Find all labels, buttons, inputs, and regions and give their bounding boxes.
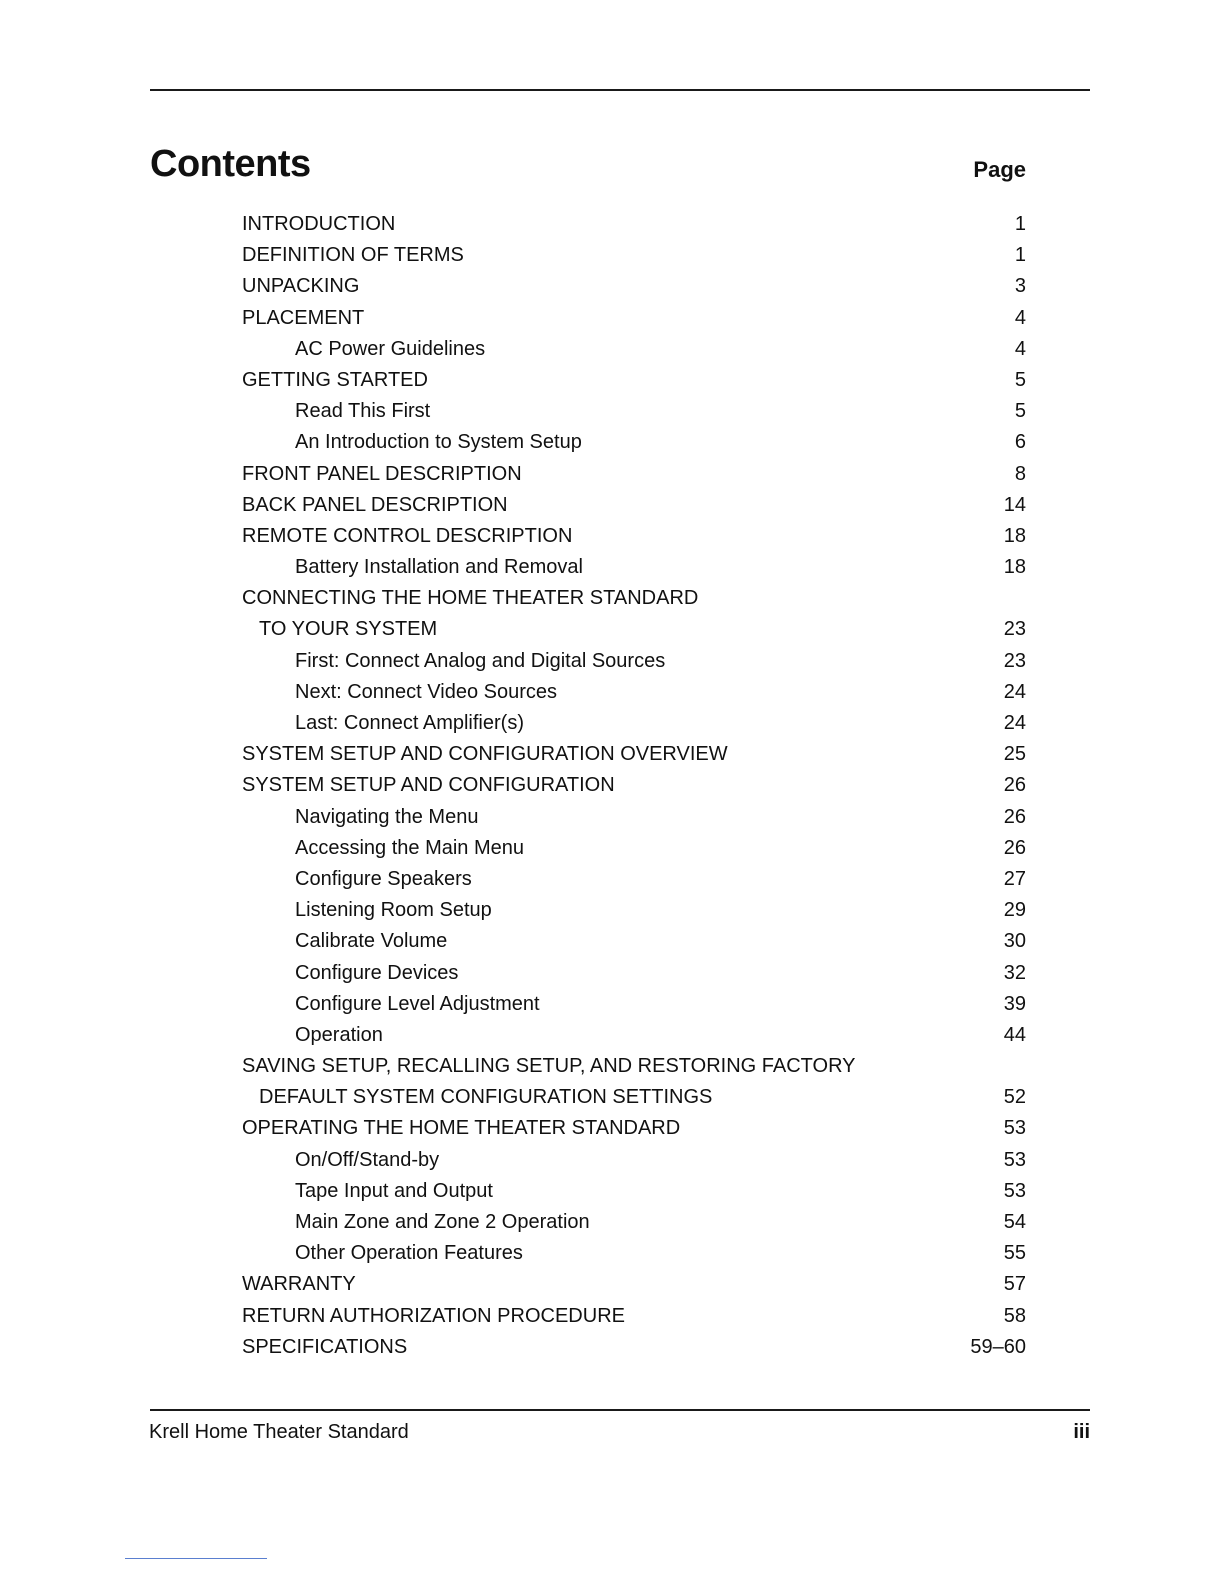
page-title: Contents [150, 143, 311, 185]
toc-entry-page: 6 [1014, 431, 1026, 454]
toc-entry-title: First: Connect Analog and Digital Sources [295, 649, 666, 672]
toc-entry-title: DEFINITION OF TERMS [242, 244, 464, 267]
toc-entry-title: WARRANTY [242, 1273, 356, 1296]
toc-entry-page: 55 [1003, 1242, 1026, 1265]
toc-entry-title: INTRODUCTION [242, 213, 396, 235]
toc-entry-page: 53 [1003, 1148, 1026, 1171]
toc-entry-page: 29 [1003, 899, 1026, 922]
toc-entry-title: Configure Level Adjustment [295, 992, 540, 1015]
toc-entry[interactable] [242, 864, 1026, 895]
toc-entry-page: 44 [1003, 1023, 1026, 1046]
toc-entry-title: Last: Connect Amplifier(s) [295, 712, 524, 734]
toc-entry-title: FRONT PANEL DESCRIPTION [242, 462, 522, 485]
toc-entry-title: GETTING STARTED [242, 368, 428, 391]
toc-entry-title: CONNECTING THE HOME THEATER STANDARD [242, 587, 699, 610]
toc-entry[interactable] [242, 989, 1026, 1020]
toc-entry-page: 27 [1003, 867, 1026, 890]
toc-entry[interactable] [242, 1113, 1026, 1144]
toc-entry-page: 14 [1003, 493, 1026, 516]
toc-entry-page: 18 [1003, 556, 1026, 579]
toc-entry-title: On/Off/Stand-by [295, 1148, 440, 1171]
toc-entry-page: 53 [1003, 1117, 1026, 1140]
toc-entry-title: Accessing the Main Menu [295, 836, 525, 859]
toc-entry[interactable] [242, 396, 1026, 427]
toc-entry-page: 30 [1003, 930, 1026, 953]
toc-entry[interactable] [242, 1051, 1026, 1082]
toc-entry-page: 1 [1014, 244, 1026, 267]
toc-entry-page: 26 [1003, 836, 1026, 859]
toc-entry-title: REMOTE CONTROL DESCRIPTION [242, 524, 573, 547]
toc-entry-page: 24 [1003, 680, 1026, 703]
toc-entry[interactable] [242, 739, 1026, 770]
toc-entry-title: SYSTEM SETUP AND CONFIGURATION [242, 774, 615, 797]
scan-artifact-line [125, 1558, 267, 1559]
toc-entry-page: 8 [1014, 462, 1026, 485]
toc-entry[interactable] [242, 521, 1026, 552]
table-of-contents [242, 209, 1026, 1363]
toc-entry-page: 59–60 [970, 1335, 1026, 1358]
toc-entry-title: Configure Speakers [295, 867, 472, 890]
toc-entry-page: 32 [1003, 961, 1026, 984]
toc-entry-page: 39 [1003, 992, 1026, 1015]
toc-entry-title: Operation [295, 1023, 383, 1046]
toc-entry-title: Other Operation Features [295, 1242, 523, 1265]
toc-entry-page: 23 [1003, 618, 1026, 641]
toc-entry[interactable] [242, 209, 1026, 240]
toc-entry[interactable] [242, 833, 1026, 864]
toc-entry-page: 26 [1003, 774, 1026, 797]
bottom-rule [150, 1409, 1090, 1411]
toc-entry-title: Battery Installation and Removal [295, 556, 583, 579]
toc-entry-title: BACK PANEL DESCRIPTION [242, 493, 508, 516]
toc-entry-page: 5 [1014, 368, 1026, 391]
toc-entry-title: Read This First [295, 400, 431, 423]
toc-entry[interactable] [242, 958, 1026, 989]
toc-entry-page: 3 [1014, 275, 1026, 298]
toc-entry-page: 57 [1003, 1273, 1026, 1296]
toc-entry[interactable] [242, 1238, 1026, 1269]
toc-entry-page: 25 [1003, 743, 1026, 766]
toc-entry[interactable] [242, 490, 1026, 521]
toc-entry-page: 18 [1003, 524, 1026, 547]
toc-entry-title: SAVING SETUP, RECALLING SETUP, AND RESTORING FACTORY [242, 1055, 856, 1078]
toc-entry[interactable] [242, 1269, 1026, 1300]
toc-entry-title: UNPACKING [242, 275, 360, 298]
toc-entry[interactable] [242, 240, 1026, 271]
toc-entry-page: 58 [1003, 1304, 1026, 1327]
toc-entry-title: PLACEMENT [242, 306, 365, 329]
toc-entry[interactable] [242, 1332, 1026, 1363]
toc-entry[interactable] [242, 1082, 1026, 1113]
footer-title: Krell Home Theater Standard [149, 1421, 409, 1443]
toc-entry[interactable] [242, 1020, 1026, 1051]
toc-entry[interactable] [242, 614, 1026, 645]
toc-entry-title: DEFAULT SYSTEM CONFIGURATION SETTINGS [259, 1086, 713, 1109]
toc-entry-page: 23 [1003, 649, 1026, 672]
toc-entry-title: Navigating the Menu [295, 805, 479, 828]
toc-entry-title: TO YOUR SYSTEM [259, 618, 438, 641]
footer-page-number: iii [1073, 1421, 1090, 1443]
toc-entry-title: Main Zone and Zone 2 Operation [295, 1211, 590, 1233]
toc-entry-title: OPERATING THE HOME THEATER STANDARD [242, 1117, 681, 1140]
toc-entry-page: 53 [1003, 1179, 1026, 1202]
top-rule [150, 89, 1090, 91]
toc-entry[interactable] [242, 459, 1026, 490]
toc-entry[interactable] [242, 583, 1026, 614]
page-column-heading: Page [973, 157, 1026, 182]
toc-entry[interactable] [242, 646, 1026, 677]
toc-entry[interactable] [242, 926, 1026, 957]
toc-entry[interactable] [242, 1176, 1026, 1207]
toc-entry[interactable] [242, 1145, 1026, 1176]
toc-entry[interactable] [242, 1207, 1026, 1238]
toc-entry-page: 4 [1014, 337, 1026, 360]
toc-entry-page: 4 [1014, 306, 1026, 329]
toc-entry[interactable] [242, 334, 1026, 365]
toc-entry[interactable] [242, 271, 1026, 302]
toc-entry-title: SYSTEM SETUP AND CONFIGURATION OVERVIEW [242, 743, 728, 766]
toc-entry-page: 5 [1014, 400, 1026, 423]
toc-entry-title: Tape Input and Output [295, 1179, 493, 1202]
toc-entry[interactable] [242, 802, 1026, 833]
toc-entry[interactable] [242, 677, 1026, 708]
toc-entry-page: 54 [1003, 1211, 1026, 1233]
toc-entry-page: 1 [1014, 213, 1026, 235]
toc-entry[interactable] [242, 708, 1026, 739]
toc-entry-title: Listening Room Setup [295, 899, 492, 922]
toc-entry-page: 24 [1003, 712, 1026, 734]
toc-entry-title: Next: Connect Video Sources [295, 680, 558, 703]
toc-entry[interactable] [242, 365, 1026, 396]
toc-entry[interactable] [242, 770, 1026, 801]
toc-entry-title: Calibrate Volume [295, 930, 448, 953]
toc-entry-title: An Introduction to System Setup [295, 431, 582, 454]
toc-entry-page: 52 [1003, 1086, 1026, 1109]
toc-entry[interactable] [242, 552, 1026, 583]
toc-entry-title: SPECIFICATIONS [242, 1335, 408, 1358]
toc-entry[interactable] [242, 303, 1026, 334]
toc-entry[interactable] [242, 895, 1026, 926]
toc-entry[interactable] [242, 1301, 1026, 1332]
toc-entry-title: AC Power Guidelines [295, 337, 486, 360]
toc-entry-title: RETURN AUTHORIZATION PROCEDURE [242, 1304, 625, 1327]
toc-entry-title: Configure Devices [295, 961, 459, 984]
toc-entry[interactable] [242, 427, 1026, 458]
toc-entry-page: 26 [1003, 805, 1026, 828]
